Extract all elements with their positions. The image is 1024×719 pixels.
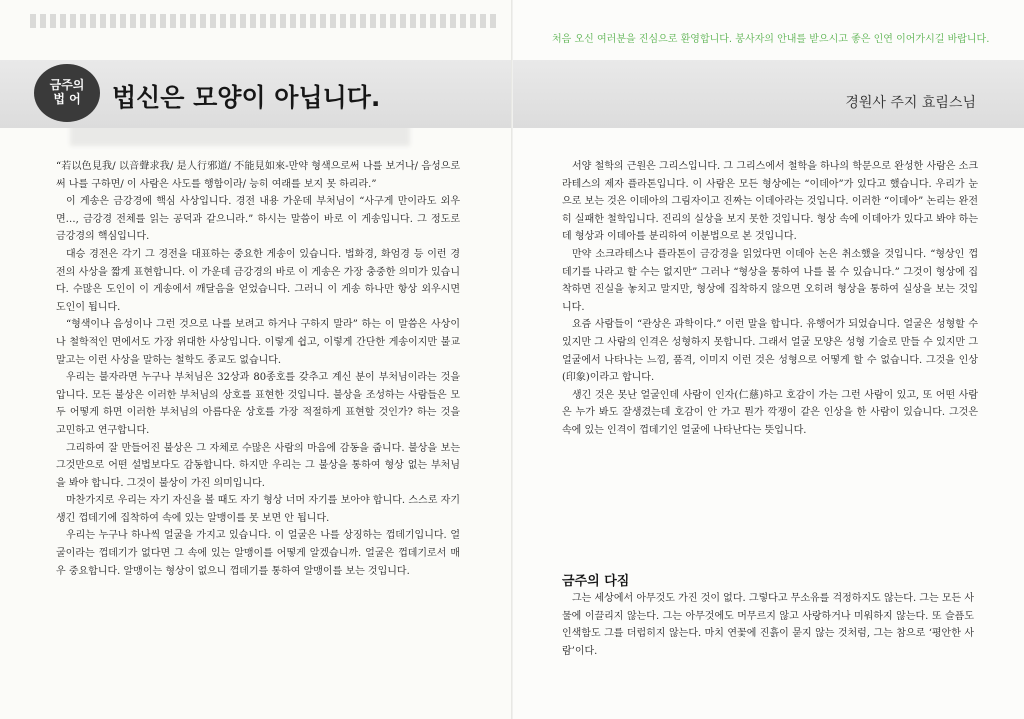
paragraph: 대승 경전은 각기 그 경전을 대표하는 중요한 게송이 있습니다. 법화경, 화엄경 등 이런 경전의 사상을 짧게 표현합니다. 이 가운데 금강경의 바로 이 게송은 가장 충중한 의미가 있습니다. 수많은 도인이 이 게송에서 깨달음을 얻었습니다. 그러니 이 게송 하나만 항상 외우시면 도인이 됩니다.: [56, 248, 460, 313]
paragraph: 마찬가지로 우리는 자기 자신을 볼 때도 자기 형상 너머 자기를 보아야 합니다. 스스로 자기 생긴 껍데기에 집착하여 속에 있는 알맹이를 못 보면 안 됩니다.: [56, 495, 460, 524]
badge-line-1: 금주의: [49, 78, 85, 92]
right-body-text: [562, 158, 978, 440]
left-body-text: [56, 158, 460, 580]
pledge-paragraph: 그는 세상에서 아무것도 가진 것이 없다. 그렇다고 무소유를 걱정하지도 않는다. 그는 모든 사물에 이끌리지 않는다. 그는 아무것에도 머무르지 않고 사랑하거나 미워하지 않는다. 또 슬픔도 인색함도 그를 더럽히지 않는다. 마치 연꽃에 진흙이 묻지 않는 것처럼, 그는 참으로 ‘평안한 사람’이다.: [562, 593, 974, 657]
paragraph: 만약 소크라테스나 플라톤이 금강경을 읽었다면 이데아 논은 취소했을 것입니다. “형상인 껍데기를 나라고 할 수는 없지만” 그러나 “형상을 통하여 나를 볼 수 있습니다.” 그것이 형상에 집착하면 진실을 놓치고 말지만, 형상에 집착하지 않으면 오히려 형상을 통하여 실상을 보는 것입니다.: [562, 248, 978, 313]
paragraph: 그리하여 잘 만들어진 불상은 그 자체로 수많은 사람의 마음에 감동을 줍니다. 불상을 보는 그것만으로 어떤 설법보다도 감동합니다. 하지만 우리는 그 불상을 통하여 형상 없는 부처님을 봐야 합니다. 그것이 불상이 가진 의미입니다.: [56, 442, 460, 489]
sermon-title: 법신은 모양이 아닙니다.: [112, 83, 381, 112]
author-line: 경원사 주지 효림스님: [845, 95, 976, 111]
paragraph: 우리는 불자라면 누구나 부처님은 32상과 80종호를 갖추고 계신 분이 부처님이라는 것을 압니다. 모든 불상은 이러한 부처님의 상호를 표현한 것입니다. 불상을 조성하는 사람들은 모두 어떻게 하면 이러한 부처님의 아름다운 상호를 가장 적절하게 표현할 것인가? 하는 것을 고민하고 연구합니다.: [56, 372, 460, 436]
paragraph: 서양 철학의 근원은 그리스입니다. 그 그리스에서 철학을 하나의 학문으로 완성한 사람은 소크라테스의 제자 플라톤입니다. 이 사람은 모든 형상에는 “이데아”가 있다고 했습니다. 우리가 눈으로 보는 것은 이데아의 그림자이고 진짜는 이데아라는 것입니다. 이러한 “이데아” 논리는 완전히 실패한 철학입니다. 진리의 실상을 보지 못한 것입니다. 형상 속에 이데아가 있다고 봐야 하는데 형상과 이데아를 분리하여 이분법으로 본 것입니다.: [562, 161, 978, 243]
paragraph: “若以色見我/ 以音聲求我/ 是人行邪道/ 不能見如來-만약 형색으로써 나를 보거나/ 음성으로써 나를 구하면/ 이 사람은 사도를 행함이라/ 능히 여래를 보지 못 하리라.”: [56, 161, 460, 190]
badge-line-2: 법 어: [53, 92, 81, 106]
paragraph: “형색이나 음성이나 그런 것으로 나를 보려고 하거나 구하지 말라” 하는 이 말씀은 사상이나 철학적인 면에서도 가장 위대한 사상입니다. 이렇게 쉽고, 이렇게 간단한 게송이지만 불교 말고는 이런 사상을 말하는 철학도 종교도 없습니다.: [56, 319, 460, 366]
bleed-through-text: [30, 14, 500, 28]
page-fold: [511, 0, 513, 719]
paragraph: 요즘 사람들이 “관상은 과학이다.” 이런 말을 합니다. 유행어가 되었습니다. 얼굴은 성형할 수 있지만 그 사람의 인격은 성형하지 못합니다. 그래서 얼굴 모양은 성형 기술로 만들 수 있지만 그 얼굴에서 나타나는 느낌, 품격, 이미지 이런 것은 성형으로 어떻게 할 수 없습니다. 그것을 인상(印象)이라고 합니다.: [562, 319, 978, 384]
right-page: [512, 0, 1024, 719]
weekly-pledge-text: [562, 590, 974, 660]
paragraph: 우리는 누구나 하나씩 얼굴을 가지고 있습니다. 이 얼굴은 나를 상징하는 껍데기입니다. 얼굴이라는 껍데기가 없다면 그 속에 있는 알맹이를 어떻게 알겠습니까. 얼굴은 껍데기로서 매우 중요합니다. 알맹이는 형상이 없으니 껍데기를 통하여 알맹이를 보는 것입니다.: [56, 530, 460, 577]
weekly-dharma-badge: [34, 64, 100, 122]
paragraph: 생긴 것은 못난 얼굴인데 사람이 인자(仁慈)하고 호감이 가는 그런 사람이 있고, 또 어떤 사람은 누가 봐도 잘생겼는데 호감이 안 가고 뭔가 깍쟁이 같은 인상을 한 사람이 있습니다. 그것은 속에 있는 인격이 껍데기인 얼굴에 나타난다는 뜻입니다.: [562, 389, 978, 436]
paragraph: 이 게송은 금강경에 핵심 사상입니다. 경전 내용 가운데 부처님이 “사구게 만이라도 외우면…, 금강경 전체를 읽는 공덕과 같으니라.” 하시는 말씀이 바로 이 게송입니다. 그 정도로 금강경의 핵심입니다.: [56, 196, 460, 243]
welcome-greeting: 처음 오신 여러분을 진심으로 환영합니다. 봉사자의 안내를 받으시고 좋은 인연 이어가시길 바랍니다.: [552, 34, 990, 45]
weekly-pledge-heading: 금주의 다짐: [562, 574, 630, 589]
